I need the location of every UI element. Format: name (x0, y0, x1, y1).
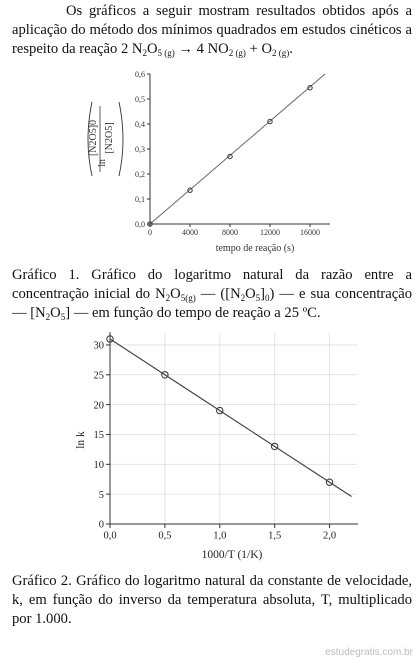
watermark: estudegratis.com.br (325, 647, 413, 658)
c2-x-tick-label: 1,0 (213, 530, 227, 542)
c2-y-tick-label: 20 (93, 400, 104, 412)
c1-y-tick-label: 0,5 (135, 94, 145, 104)
c1-y-tick-label: 0,6 (135, 69, 145, 79)
c1-x-tick-label: 0 (148, 228, 152, 237)
chart-1-y-label-denominator: [N2O5] (104, 122, 115, 154)
c1-y-tick-label: 0,1 (135, 194, 145, 204)
c1-x-tick-label: 12000 (260, 228, 280, 237)
c2-x-tick-label: 1,5 (268, 530, 282, 542)
chart-1-y-label (88, 102, 123, 176)
chart-1-y-label-numerator: [N2O5]0 (88, 119, 99, 157)
c1-y-tick-label: 0,4 (135, 119, 145, 129)
chart-2 (0, 330, 419, 565)
c1-y-tick-label: 0,2 (135, 169, 145, 179)
c2-x-tick-label: 0,0 (103, 530, 117, 542)
svg-text:ln: ln (97, 159, 108, 167)
c2-x-tick-label: 0,5 (158, 530, 172, 542)
caption-2: Gráfico 2. Gráfico do logaritmo natural da constante de velocidade, k, em função do inverso da temperatura absoluta, T, multiplicado por 1.000. (12, 573, 412, 627)
c2-y-tick-label: 30 (93, 340, 104, 352)
chart-1-fit-line (150, 74, 325, 224)
c1-y-tick-label: 0,0 (135, 219, 145, 229)
c2-y-tick-label: 0 (98, 519, 104, 531)
c2-y-tick-label: 15 (93, 430, 104, 442)
c2-y-tick-label: 5 (98, 489, 104, 501)
c2-y-tick-label: 10 (93, 459, 104, 471)
c1-x-tick-label: 4000 (182, 228, 198, 237)
c1-x-tick-label: 8000 (222, 228, 238, 237)
c1-y-tick-label: 0,3 (135, 144, 145, 154)
c1-x-tick-label: 16000 (300, 228, 320, 237)
c2-y-tick-label: 25 (93, 370, 104, 382)
caption-1: Gráfico 1. Gráfico do logaritmo natural da razão entre a concentração inicial do $N_2O_{5(g)}$ — $([N_2O_5]_0)$ — e sua concentração — $[N_2O_5]$ — em função do tempo de reação a 25 ºC. (12, 267, 413, 322)
chart-2-x-label: 1000/T (1/K) (201, 549, 263, 561)
chart-2-y-label: ln k (75, 431, 87, 449)
chart-1 (0, 68, 419, 258)
c2-x-tick-label: 2,0 (322, 530, 337, 542)
chart-2-fit-line (110, 339, 352, 497)
chart-1-x-label: tempo de reação (s) (215, 243, 295, 254)
intro-paragraph: Os gráficos a seguir mostram resultados obtidos após a aplicação do método dos mínimos quadrados em estudos cinéticos a respeito da reação 2 $N_2O_{5 (g)} \to 4$ $NO_{2 (g)} + O_{2 (g)}$. (12, 3, 412, 58)
